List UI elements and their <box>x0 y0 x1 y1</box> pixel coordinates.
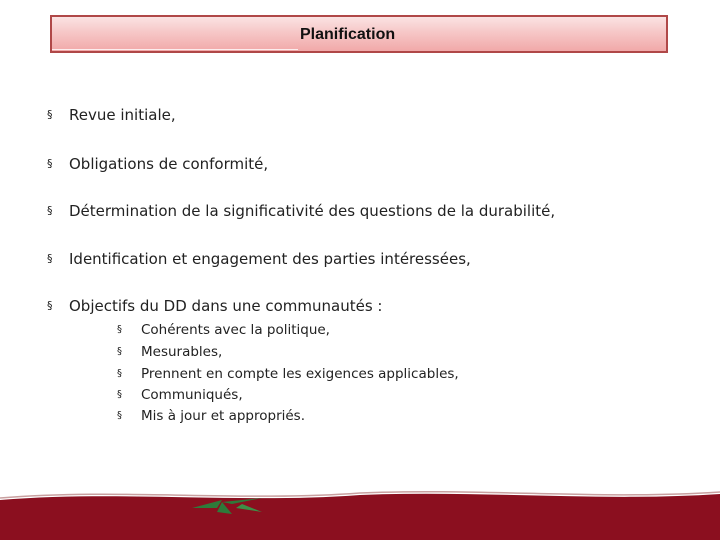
bullet-text: Détermination de la significativité des questions de la durabilité, <box>69 202 556 220</box>
bullet-marker: § <box>47 108 53 121</box>
bullet-item <box>47 250 471 268</box>
sub-bullet-text: Communiqués, <box>141 387 243 403</box>
bullet-item <box>47 106 176 124</box>
sub-bullet-item <box>117 408 305 424</box>
bullet-marker: § <box>47 157 53 170</box>
slide-title: Planification <box>300 26 396 43</box>
bullet-text: Objectifs du DD dans une communautés : <box>69 297 383 315</box>
sub-bullet-item <box>117 387 243 403</box>
sub-bullet-marker: § <box>117 368 122 379</box>
bullet-item <box>47 155 268 173</box>
sub-bullet-text: Cohérents avec la politique, <box>141 322 330 338</box>
sub-bullet-marker: § <box>117 410 122 421</box>
sub-bullet-marker: § <box>117 324 122 335</box>
bullet-text: Identification et engagement des parties intéressées, <box>69 250 471 268</box>
sub-bullet-marker: § <box>117 389 122 400</box>
bullet-text: Revue initiale, <box>69 106 176 124</box>
sub-bullet-marker: § <box>117 346 122 357</box>
bullet-marker: § <box>47 204 53 217</box>
sub-bullet-text: Mis à jour et appropriés. <box>141 408 306 424</box>
bullet-marker: § <box>47 299 53 312</box>
bullet-item <box>47 202 555 220</box>
sub-bullet-item <box>117 344 222 360</box>
bullet-marker: § <box>47 252 53 265</box>
sub-bullet-item <box>117 366 459 382</box>
bullet-item <box>47 297 382 315</box>
sub-bullet-item <box>117 322 330 338</box>
sub-bullet-text: Prennent en compte les exigences applicables, <box>141 366 459 382</box>
footer-wave <box>0 494 720 540</box>
footer-banner <box>0 490 720 540</box>
bullet-text: Obligations de conformité, <box>69 155 269 173</box>
sub-bullet-text: Mesurables, <box>141 344 223 360</box>
